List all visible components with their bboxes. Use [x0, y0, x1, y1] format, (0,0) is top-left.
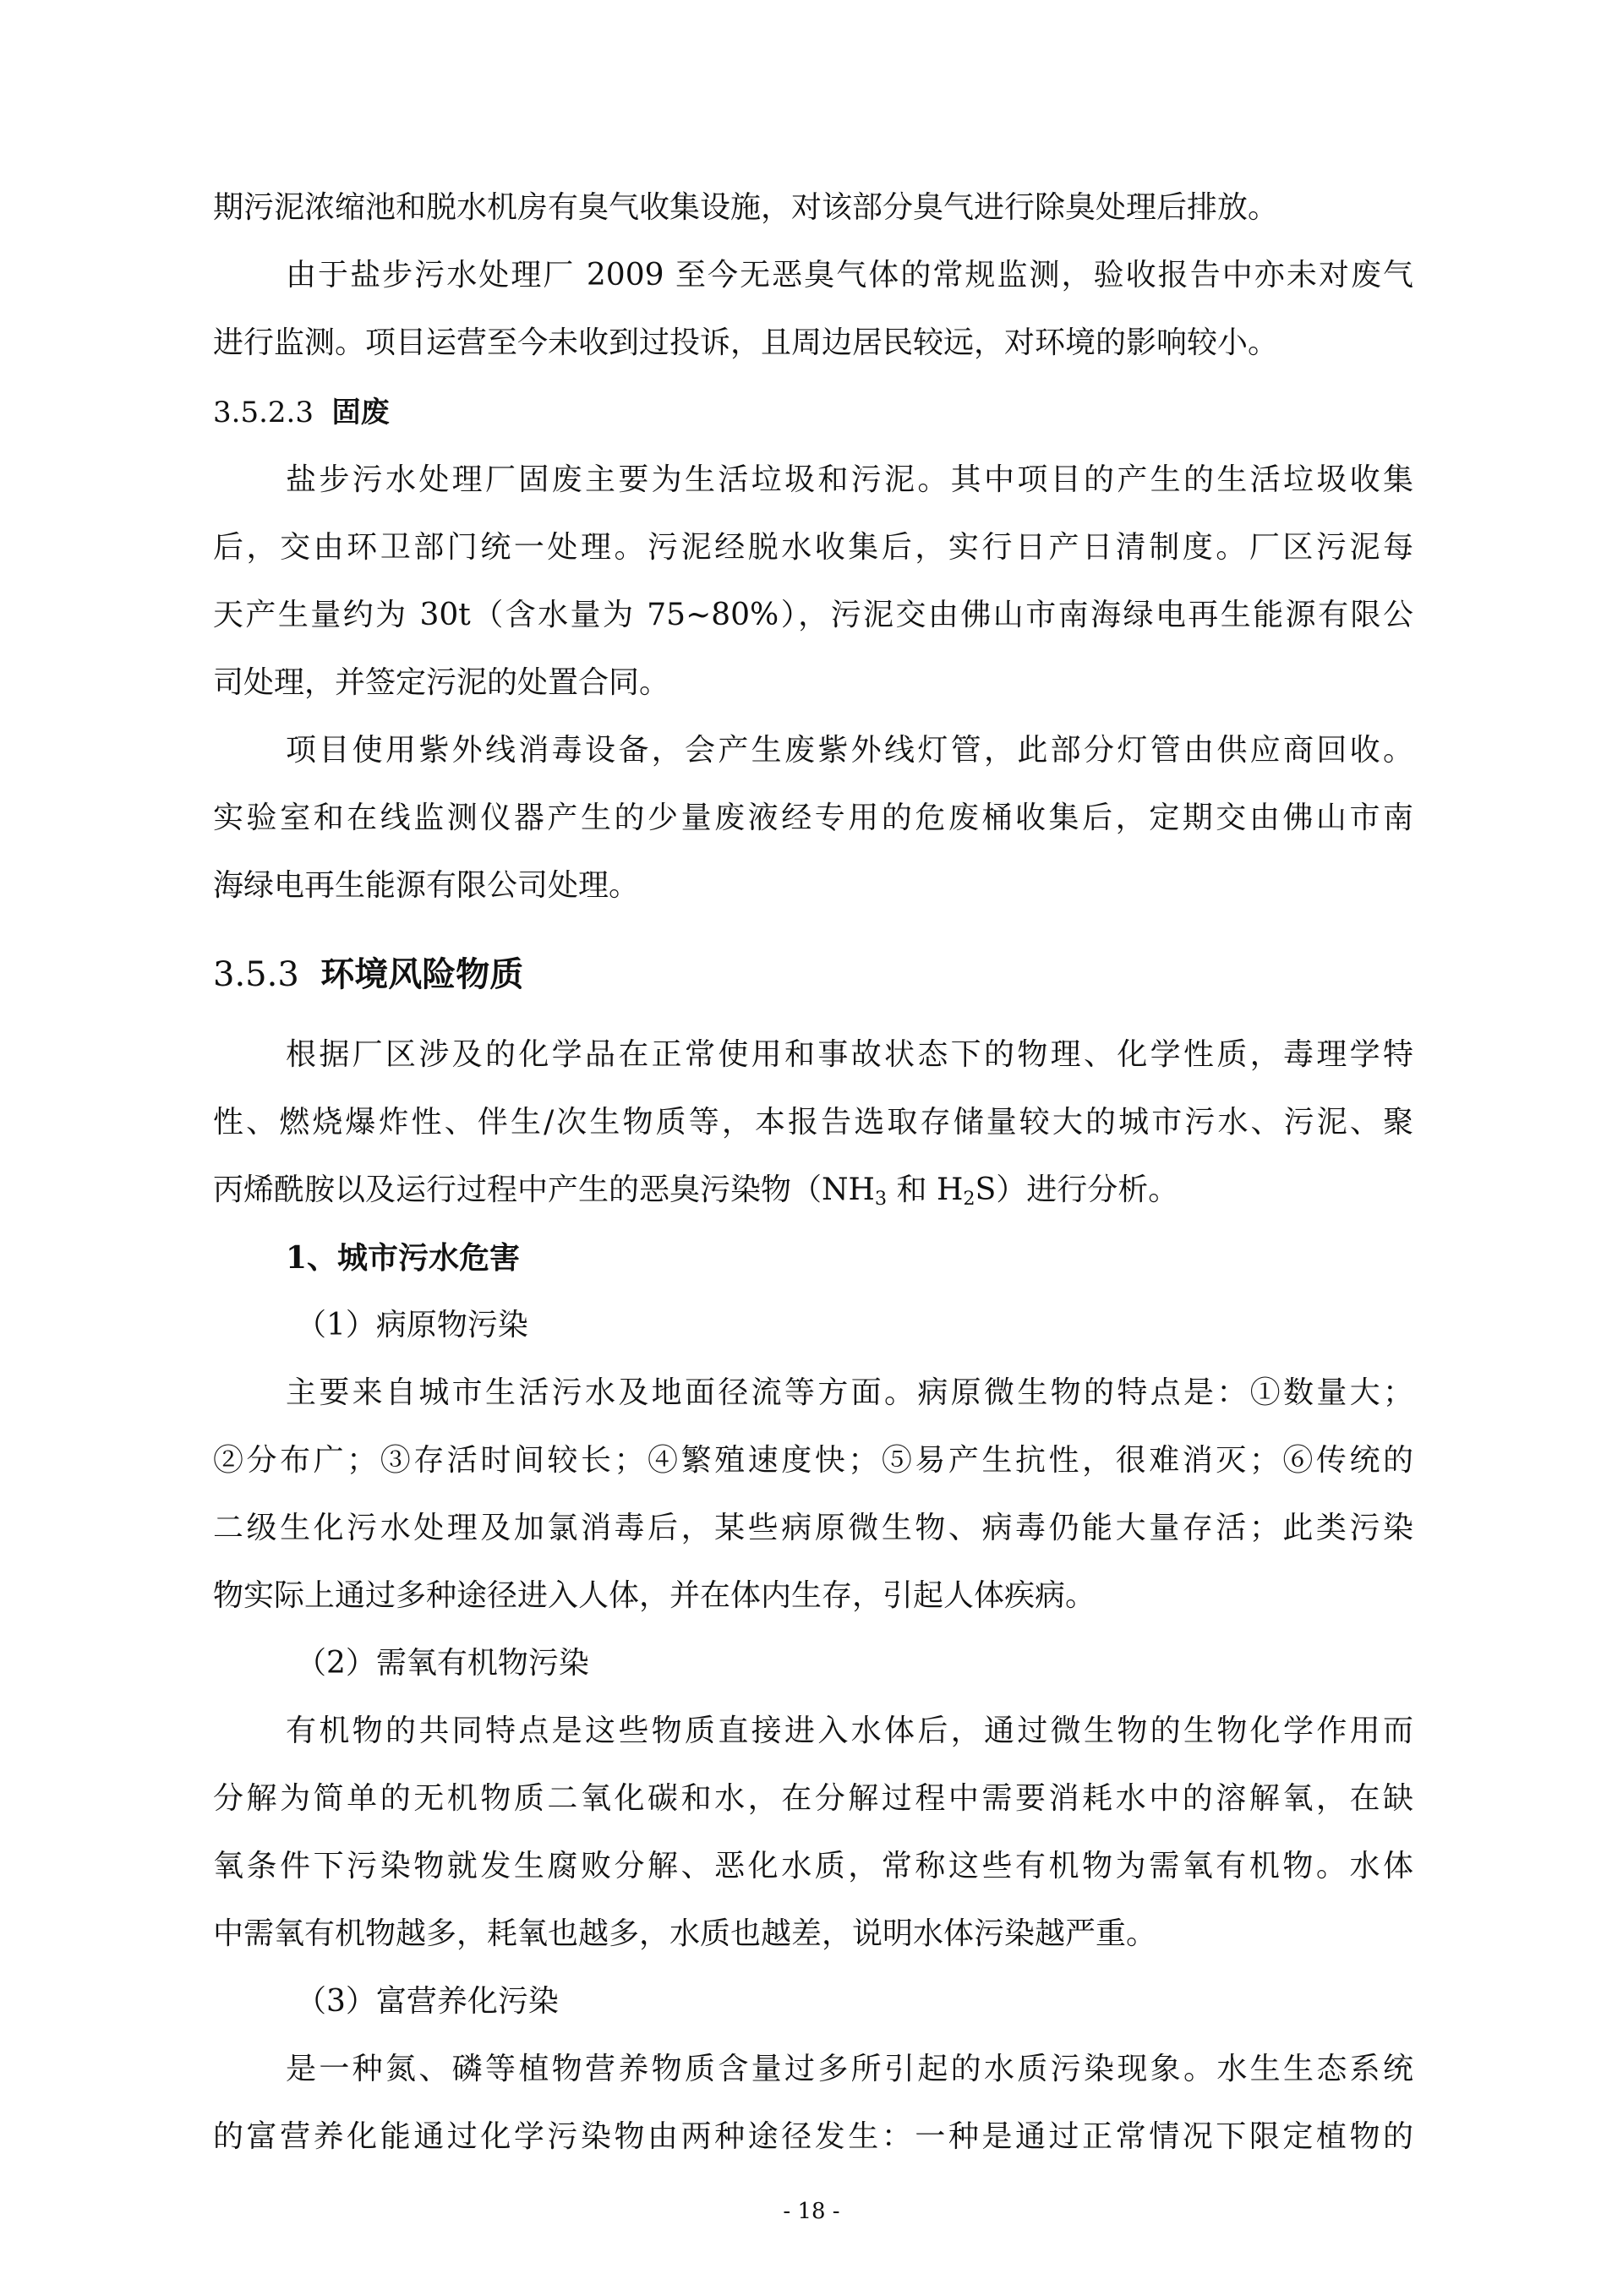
section-title: 环境风险物质 [320, 954, 524, 994]
subscript: 3 [874, 1188, 888, 1211]
page-number: - 18 - [783, 2199, 840, 2224]
section-heading-3-5-3 [213, 954, 1413, 996]
paragraph-line: 的富营养化能通过化学污染物由两种途径发生：一种是通过正常情况下限定植物的 [213, 2119, 1413, 2154]
paragraph-line: 后，交由环卫部门统一处理。污泥经脱水收集后，实行日产日清制度。厂区污泥每 [213, 530, 1413, 565]
subheading: （2）需氧有机物污染 [296, 1646, 589, 1681]
subheading: （1）病原物污染 [296, 1308, 528, 1342]
section-number: 3.5.3 [213, 955, 299, 994]
paragraph-line: 期污泥浓缩池和脱水机房有臭气收集设施，对该部分臭气进行除臭处理后排放。 [213, 190, 1279, 225]
paragraph-line: 物实际上通过多种途径进入人体，并在体内生存，引起人体疾病。 [213, 1578, 1096, 1613]
paragraph-line: 实验室和在线监测仪器产生的少量废液经专用的危废桶收集后，定期交由佛山市南 [213, 801, 1413, 835]
paragraph-line [213, 1172, 1413, 1209]
section-number: 3.5.2.3 [213, 396, 314, 429]
text-run: 和 H [887, 1173, 964, 1207]
paragraph-line: 是一种氮、磷等植物营养物质含量过多所引起的水质污染现象。水生生态系统 [286, 2052, 1413, 2086]
paragraph-line: 项目使用紫外线消毒设备，会产生废紫外线灯管，此部分灯管由供应商回收。 [286, 733, 1413, 768]
item-heading: 1、城市污水危害 [286, 1240, 521, 1276]
subheading: （3）富营养化污染 [296, 1984, 559, 2019]
paragraph-line: 由于盐步污水处理厂 2009 至今无恶臭气体的常规监测，验收报告中亦未对废气 [286, 258, 1413, 292]
subscript: 2 [963, 1188, 975, 1211]
text-run: S）进行分析。 [975, 1173, 1179, 1207]
paragraph-line: 天产生量约为 30t（含水量为 75~80%），污泥交由佛山市南海绿电再生能源有限公 [213, 598, 1413, 632]
paragraph-line: 进行监测。项目运营至今未收到过投诉，且周边居民较远，对环境的影响较小。 [213, 325, 1279, 360]
paragraph-line: 司处理，并签定污泥的处置合同。 [213, 665, 670, 700]
paragraph-line: 盐步污水处理厂固废主要为生活垃圾和污泥。其中项目的产生的生活垃圾收集 [286, 462, 1413, 497]
text-run: 丙烯酰胺以及运行过程中产生的恶臭污染物（NH [213, 1173, 875, 1207]
paragraph-line: 性、燃烧爆炸性、伴生/次生物质等，本报告选取存储量较大的城市污水、污泥、聚 [213, 1105, 1413, 1140]
paragraph-line: 中需氧有机物越多，耗氧也越多，水质也越差，说明水体污染越严重。 [213, 1916, 1157, 1951]
paragraph-line: 主要来自城市生活污水及地面径流等方面。病原微生物的特点是：①数量大； [286, 1375, 1413, 1410]
paragraph-line: 分解为简单的无机物质二氧化碳和水，在分解过程中需要消耗水中的溶解氧，在缺 [213, 1781, 1413, 1816]
paragraph-line: 二级生化污水处理及加氯消毒后，某些病原微生物、病毒仍能大量存活；此类污染 [213, 1511, 1413, 1545]
paragraph-line: 根据厂区涉及的化学品在正常使用和事故状态下的物理、化学性质，毒理学特 [286, 1037, 1413, 1072]
paragraph-line: 有机物的共同特点是这些物质直接进入水体后，通过微生物的生物化学作用而 [286, 1714, 1413, 1748]
section-heading-3-5-2-3 [213, 394, 1413, 431]
paragraph-line: ②分布广；③存活时间较长；④繁殖速度快；⑤易产生抗性，很难消灭；⑥传统的 [213, 1443, 1413, 1478]
paragraph-line: 氧条件下污染物就发生腐败分解、恶化水质，常称这些有机物为需氧有机物。水体 [213, 1849, 1413, 1883]
section-title: 固废 [331, 396, 390, 429]
paragraph-line: 海绿电再生能源有限公司处理。 [213, 868, 640, 903]
